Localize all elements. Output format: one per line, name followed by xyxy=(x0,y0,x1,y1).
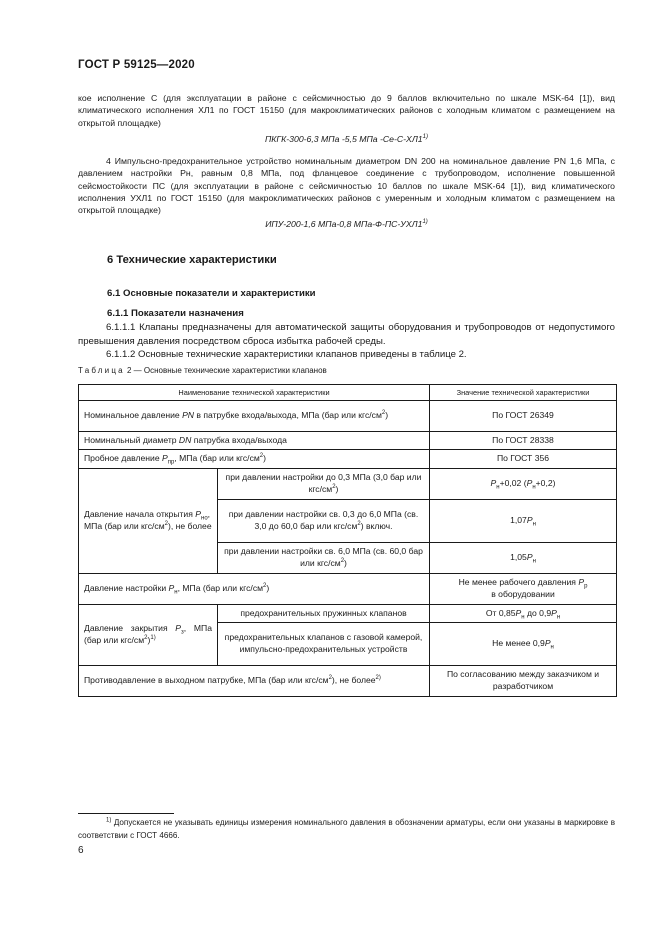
table-cell: По согласованию между заказчиком и разработчиком xyxy=(430,666,617,697)
table-row xyxy=(79,469,617,500)
table-cell: Номинальный диаметр DN патрубка входа/выхода xyxy=(79,432,430,450)
table-cell: По ГОСТ 26349 xyxy=(430,401,617,432)
document-header: ГОСТ Р 59125—2020 xyxy=(78,59,195,71)
table-cell: По ГОСТ 356 xyxy=(430,450,617,469)
page-number: 6 xyxy=(78,845,84,856)
column-header: Наименование технической характеристики xyxy=(79,385,430,401)
table-cell: при давлении настройки св. 0,3 до 6,0 МПа (св. 3,0 до 60,0 бар или кгс/$см^2$) включ. xyxy=(218,500,430,543)
table-row xyxy=(79,401,617,432)
footnote: $^{1)}$ Допускается не указывать единицы измерения номинального давления в обозначении арматуры, если они указаны в маркировке в соответствии с ГОСТ 4666. xyxy=(78,817,615,840)
table-cell: $P_н+0,02$ $(P_н+0,2)$ xyxy=(430,469,617,500)
table-cell: $1,07P_н$ xyxy=(430,500,617,543)
table-cell: Пробное давление $P_{пр}$, МПа (бар или кгс/$см^2$) xyxy=(79,450,430,469)
table-cell: Давление настройки $P_н$, МПа (бар или кгс/$см^2$) xyxy=(79,574,430,605)
intro-paragraph: кое исполнение С (для эксплуатации в районе с сейсмичностью до 9 баллов включительно по шкале MSK-64 [1]), вид климатического исполнения ХЛ1 по ГОСТ 15150 (для макроклиматических районов с холодным климатом с размещением на открытой площадке) xyxy=(78,93,615,128)
paragraph-6-1-1-2: 6.1.1.2 Основные технические характеристики клапанов приведены в таблице 2. xyxy=(106,349,467,360)
table-row xyxy=(79,432,617,450)
table-row xyxy=(79,605,617,623)
table-header-row xyxy=(79,385,617,401)
designation-example-1: ПКГК-300-6,3 МПа -5,5 МПа -Се-С-ХЛ1$^{1)}$ xyxy=(265,134,428,144)
table-caption: Таблица 2 — Основные технические характеристики клапанов xyxy=(78,366,327,375)
table-cell: Не менее $0,9P_н$ xyxy=(430,623,617,666)
table-cell: Не менее рабочего давления $P_р$ в оборудовании xyxy=(430,574,617,605)
section-title: 6 Технические характеристики xyxy=(107,254,277,266)
example-4-paragraph: 4 Импульсно-предохранительное устройство номинальным диаметром DN 200 на номинальное давление PN 1,6 МПа, с давлением настройки Pн, равным 0,8 МПа, под фланцевое соединение с трубопроводом, исполнение повышенной сейсмостойкости ПС (для эксплуатации в районе с сейсмичностью 10 баллов по шкале MSK-64 [1]), вид климатического исполнения УХЛ1 по ГОСТ 15150 (для макроклиматических районов с умеренным и холодным климатом с размещением на открытой площадке) xyxy=(78,156,615,216)
subsection-title: 6.1 Основные показатели и характеристики xyxy=(107,288,316,299)
table-cell: при давлении настройки до 0,3 МПа (3,0 бар или кгс/$см^2$) xyxy=(218,469,430,500)
table-cell: Противодавление в выходном патрубке, МПа (бар или кгс/$см^2$), не более$^{2)}$ xyxy=(79,666,430,697)
column-header: Значение технической характеристики xyxy=(430,385,617,401)
table-row xyxy=(79,574,617,605)
characteristics-table xyxy=(78,384,617,697)
table-cell: По ГОСТ 28338 xyxy=(430,432,617,450)
table-cell: $1,05P_н$ xyxy=(430,543,617,574)
table-cell: при давлении настройки св. 6,0 МПа (св. 60,0 бар или кгс/$см^2$) xyxy=(218,543,430,574)
paragraph-6-1-1-1: 6.1.1.1 Клапаны предназначены для автоматической защиты оборудования и трубопроводов от недопустимого превышения давления посредством сброса избытка рабочей среды. xyxy=(78,322,615,347)
designation-example-2: ИПУ-200-1,6 МПа-0,8 МПа-Ф-ПС-УХЛ1$^{1)}$ xyxy=(265,219,428,229)
table-cell: предохранительных клапанов с газовой камерой, импульсно-предохранительных устройств xyxy=(218,623,430,666)
table-row xyxy=(79,450,617,469)
table-cell: От $0,85P_н$ до $0,9P_н$ xyxy=(430,605,617,623)
table-cell: Давление закрытия $P_з$, МПа (бар или кгс/$см^2)^{1)}$ xyxy=(79,605,218,666)
subsubsection-title: 6.1.1 Показатели назначения xyxy=(107,308,244,319)
footnote-divider xyxy=(78,813,174,814)
table-cell: предохранительных пружинных клапанов xyxy=(218,605,430,623)
table-cell: Давление начала открытия $P_{но}$, МПа (бар или кгс/$см^2$), не более xyxy=(79,469,218,574)
table-cell: Номинальное давление PN в патрубке входа/выхода, МПа (бар или кгс/$см^2$) xyxy=(79,401,430,432)
table-row xyxy=(79,666,617,697)
